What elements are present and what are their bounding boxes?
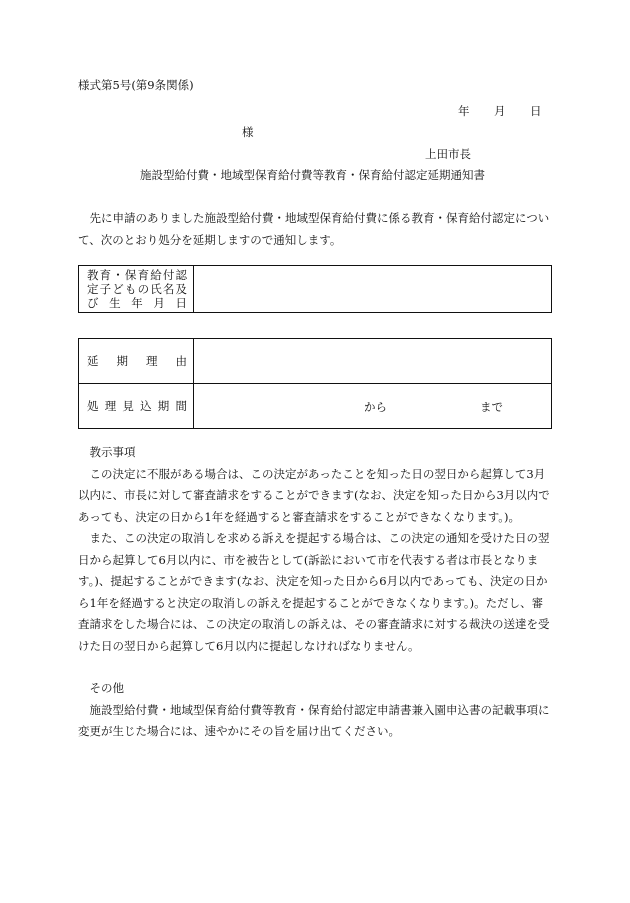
postponement-reason-value xyxy=(194,339,552,384)
instructions-heading: 教示事項 xyxy=(89,445,136,459)
processing-period-value xyxy=(194,384,552,429)
form-number: 様式第5号(第9条関係) xyxy=(78,78,194,92)
instructions-paragraph: この決定に不服がある場合は、この決定があったことを知った日の翌日から起算して3月以内に、市長に対して審査請求をすることができます(なお、決定を知った日から3月以内であっても、決定の日から1年を経過すると審査請求をすることができなくなります。)。 xyxy=(78,466,550,524)
instructions-section xyxy=(78,442,552,657)
child-info-table xyxy=(78,265,552,313)
child-info-label-line: 教育・保育給付認 xyxy=(87,268,187,282)
period-from-label: から xyxy=(364,400,387,414)
other-heading: その他 xyxy=(89,681,124,695)
intro-block xyxy=(78,208,552,251)
issuer-name: 上田市長 xyxy=(425,147,471,161)
instructions-paragraph: また、この決定の取消しを求める訴えを提起する場合は、この決定の通知を受けた日の翌日から起算して6月以内に、市を被告として(訴訟において市を代表する者は市長となります。)、提起することができます(なお、決定を知った日から6月以内であっても、決定の日から1年を経過すると決定の取消しの訴えを提起することができなくなります。)。ただし、審査請求をした場合には、この決定の取消しの訴えは、その審査請求に対する裁決の送達を受けた日の翌日から起算して6月以内に提起しなければなりません。 xyxy=(78,531,550,653)
postponement-table xyxy=(78,338,552,429)
addressee-suffix: 様 xyxy=(242,125,254,139)
other-section xyxy=(78,678,552,743)
document-title: 施設型給付費・地域型保育給付費等教育・保育給付認定延期通知書 xyxy=(140,168,485,182)
date-month-label: 月 xyxy=(494,104,506,118)
postponement-reason-row xyxy=(79,339,552,384)
intro-paragraph: 先に申請のありました施設型給付費・地域型保育給付費に係る教育・保育給付認定について、次のとおり処分を延期しますので通知します。 xyxy=(78,211,550,247)
processing-period-label: 処理見込期間 xyxy=(79,384,194,429)
period-to-label: まで xyxy=(480,400,503,414)
postponement-reason-label: 延期理由 xyxy=(79,339,194,384)
child-info-row xyxy=(79,266,552,313)
other-paragraph: 施設型給付費・地域型保育給付費等教育・保育給付認定申請書兼入園申込書の記載事項に変更が生じた場合には、速やかにその旨を届け出てください。 xyxy=(78,702,550,738)
child-info-label-line: び 生 年 月 日 xyxy=(87,296,187,310)
date-day-label: 日 xyxy=(530,104,542,118)
date-year-label: 年 xyxy=(458,104,470,118)
processing-period-row xyxy=(79,384,552,429)
child-info-value xyxy=(194,266,552,313)
child-info-label xyxy=(79,266,194,313)
child-info-label-line: 定子どもの氏名及 xyxy=(87,282,187,296)
